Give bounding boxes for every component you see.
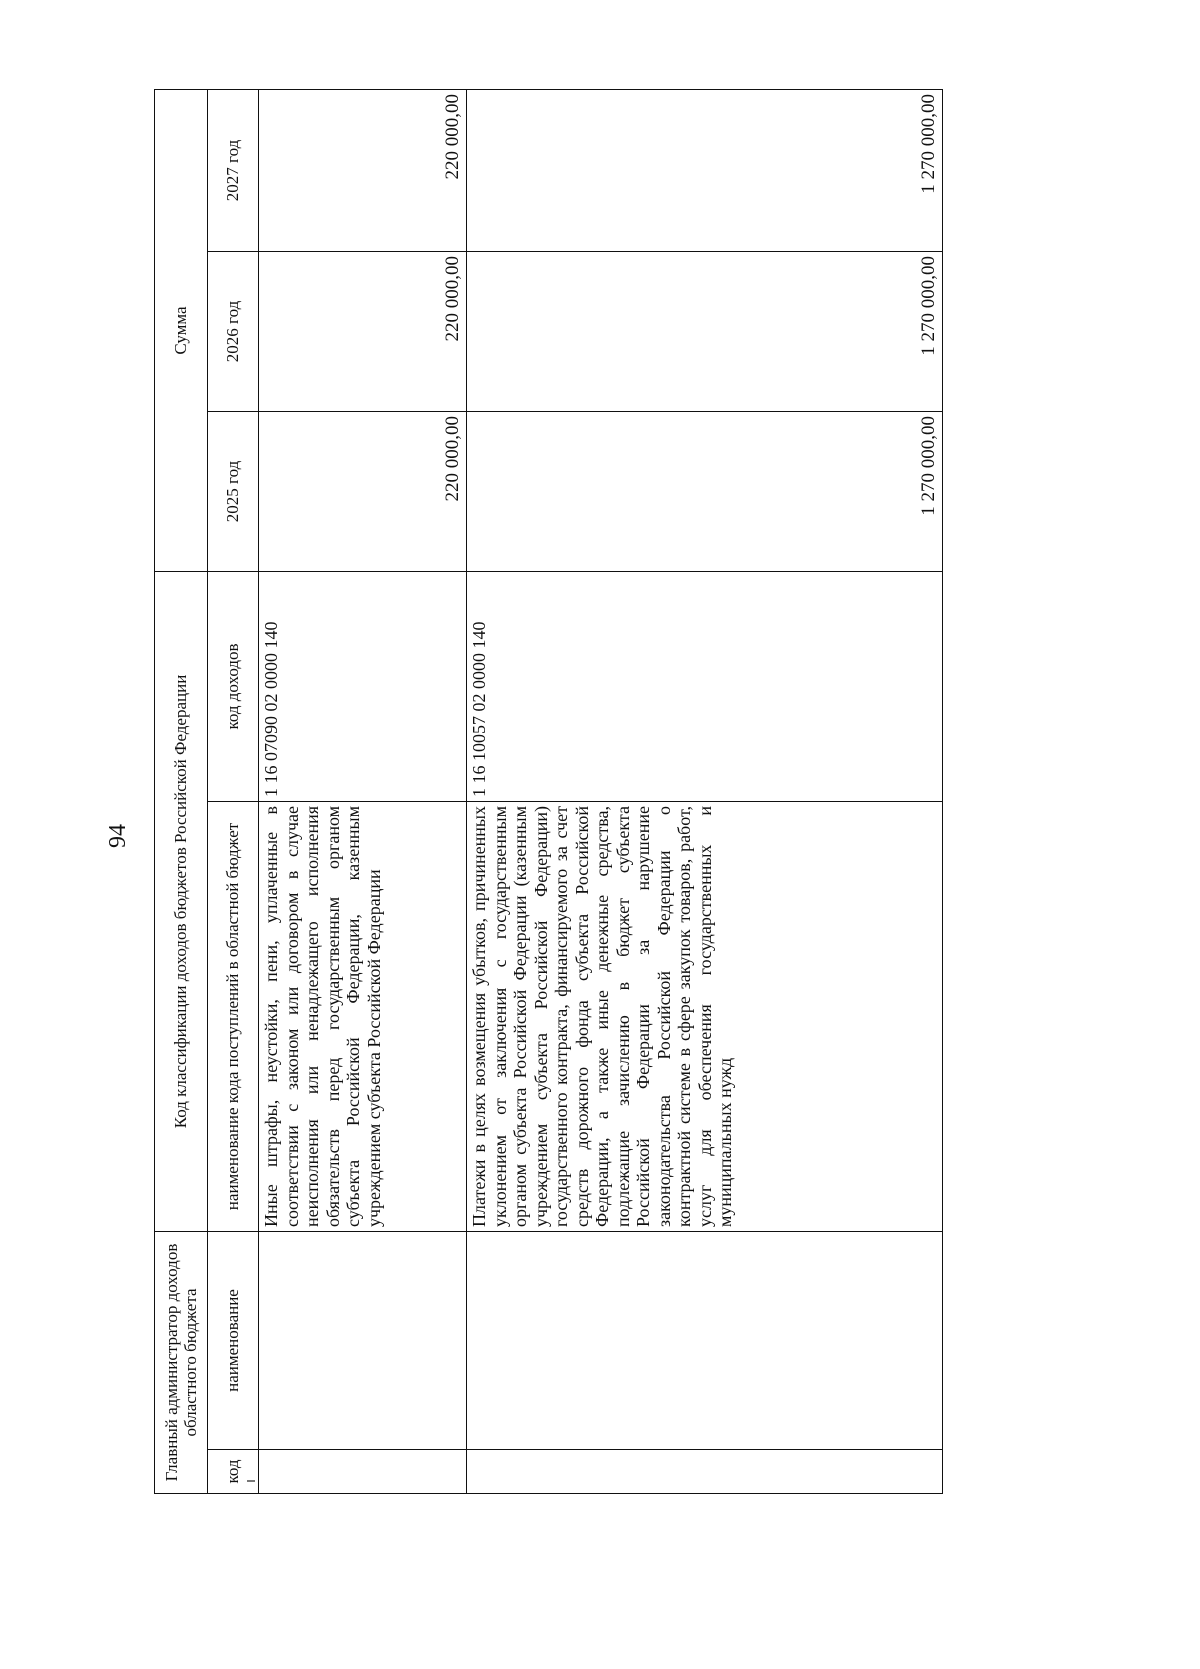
header-revenue-name: наименование кода поступлений в областной бюджет	[208, 802, 259, 1232]
header-year-2025: 2025 год	[208, 411, 259, 571]
header-admin-name: наименование	[208, 1232, 259, 1450]
cell-admin-name	[467, 1232, 943, 1450]
table-rotated-inner	[154, 90, 940, 1494]
scan-speck	[247, 1480, 255, 1482]
table-row	[259, 89, 467, 1493]
header-row-2	[208, 89, 259, 1493]
cell-revenue-code: 1 16 10057 02 0000 140	[467, 571, 943, 801]
header-year-2026: 2026 год	[208, 251, 259, 411]
header-classification-group: Код классификации доходов бюджетов Российской Федерации	[155, 571, 208, 1231]
header-row-1	[155, 89, 208, 1493]
revenue-table	[154, 89, 943, 1494]
cell-sum-2025: 1 270 000,00	[467, 411, 943, 571]
cell-admin-code	[467, 1450, 943, 1494]
header-admin-group: Главный администратор доходов областного бюджета	[155, 1232, 208, 1494]
header-revenue-code: код доходов	[208, 571, 259, 801]
header-sum-group: Сумма	[155, 89, 208, 571]
cell-sum-2026: 220 000,00	[259, 251, 467, 411]
page-number: 94	[105, 824, 131, 848]
header-admin-code: код	[208, 1450, 259, 1494]
cell-sum-2027: 220 000,00	[259, 89, 467, 251]
cell-admin-code	[259, 1450, 467, 1494]
table-row	[467, 89, 943, 1493]
cell-description: Платежи в целях возмещения убытков, причиненных уклонением от заключения с государственным органом субъекта Российской Федерации (казенным учреждением субъекта Российской Федерации) государственного контракта, финансируемого за счет средств дорожного фонда субъекта Российской Федерации, а также иные денежные средства, подлежащие зачислению в бюджет субъекта Российской Федерации за нарушение законодательства Российской Федерации о контрактной системе в сфере закупок товаров, работ, услуг для обеспечения государственных и муниципальных нужд	[467, 802, 943, 1232]
cell-sum-2025: 220 000,00	[259, 411, 467, 571]
cell-description: Иные штрафы, неустойки, пени, уплаченные в соответствии с законом или договором в случае неисполнения или ненадлежащего исполнения обязательств перед государственным органом субъекта Российской Федерации, казенным учреждением субъекта Российской Федерации	[259, 802, 467, 1232]
header-year-2027: 2027 год	[208, 89, 259, 251]
cell-revenue-code: 1 16 07090 02 0000 140	[259, 571, 467, 801]
cell-sum-2027: 1 270 000,00	[467, 89, 943, 251]
table-rotated-wrapper	[154, 90, 940, 1494]
cell-sum-2026: 1 270 000,00	[467, 251, 943, 411]
cell-admin-name	[259, 1232, 467, 1450]
